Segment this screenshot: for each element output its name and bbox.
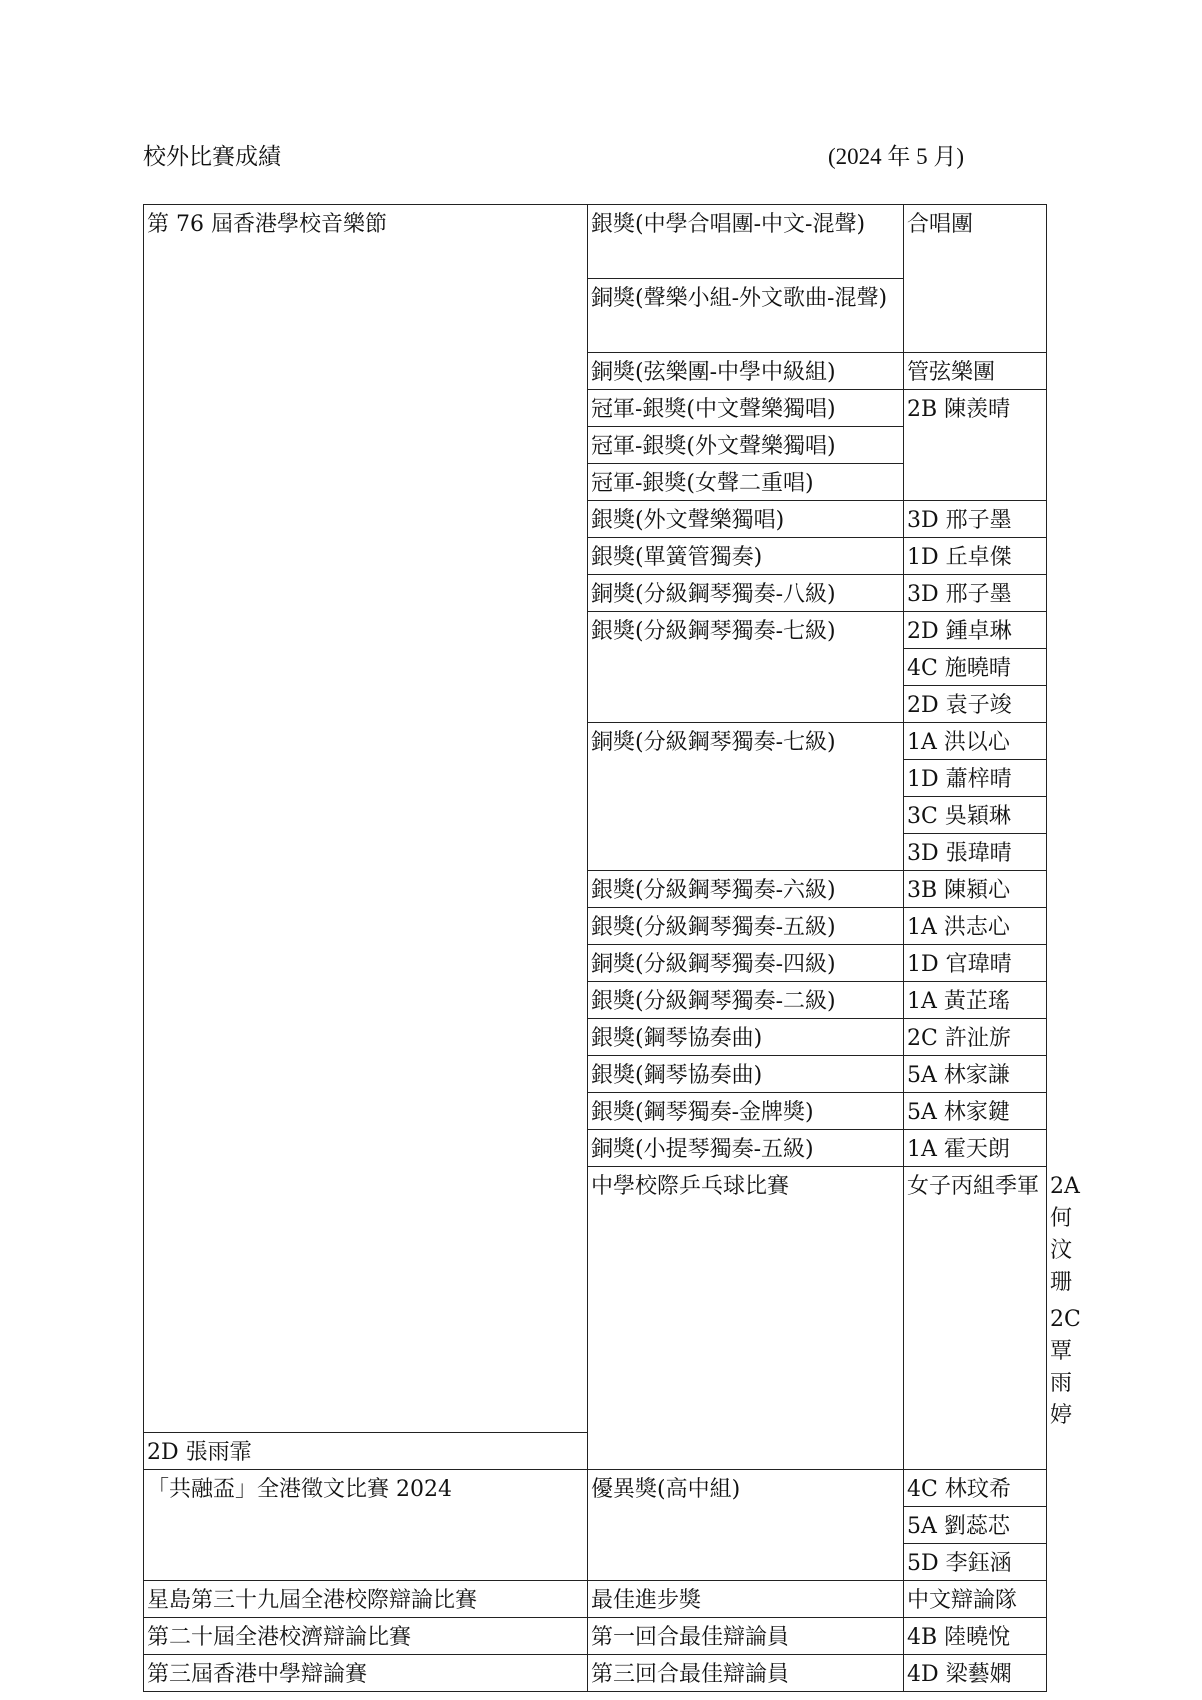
table-row <box>144 1655 1047 1692</box>
award-cell: 冠軍-銀獎(外文聲樂獨唱) <box>588 427 904 464</box>
award-cell: 銀獎(分級鋼琴獨奏-六級) <box>588 871 904 908</box>
winner-cell: 中文辯論隊 <box>904 1581 1047 1618</box>
table-row <box>144 1581 1047 1618</box>
winner-cell: 2B 陳羡晴 <box>904 390 1047 501</box>
winner-cell: 2D 張雨霏 <box>144 1433 588 1470</box>
award-cell: 第三回合最佳辯論員 <box>588 1655 904 1692</box>
winner-cell: 1A 黃芷瑤 <box>904 982 1047 1019</box>
winner-cell: 5D 李鈺涵 <box>904 1544 1047 1581</box>
competition-name: 第二十屆全港校濟辯論比賽 <box>144 1618 588 1655</box>
winner-cell: 1A 洪以心 <box>904 723 1047 760</box>
winner-cell: 2D 袁子竣 <box>904 686 1047 723</box>
winner-cell: 5A 林家謙 <box>904 1056 1047 1093</box>
competition-name: 中學校際乒乓球比賽 <box>588 1167 904 1470</box>
table-row: 2C 覃雨婷 <box>1050 1307 1081 1428</box>
winner-cell: 1A 洪志心 <box>904 908 1047 945</box>
award-cell: 銀獎(中學合唱團-中文-混聲) <box>588 205 904 279</box>
table-row <box>144 205 1047 279</box>
award-cell: 銅獎(聲樂小組-外文歌曲-混聲) <box>588 279 904 353</box>
competition-name: 第 76 屆香港學校音樂節 <box>144 205 588 1433</box>
table-row: 中學校際乒乓球比賽 女子丙組季軍 2A 何汶珊 <box>144 1167 1047 1300</box>
award-cell: 銀獎(鋼琴協奏曲) <box>588 1056 904 1093</box>
award-cell: 銀獎(分級鋼琴獨奏-五級) <box>588 908 904 945</box>
winner-cell: 4C 施曉晴 <box>904 649 1047 686</box>
winner-cell: 3D 邢子墨 <box>904 575 1047 612</box>
award-cell: 銀獎(外文聲樂獨唱) <box>588 501 904 538</box>
winner-cell: 4D 梁藝嫻 <box>904 1655 1047 1692</box>
winner-cell: 3C 吳穎琳 <box>904 797 1047 834</box>
award-cell: 第一回合最佳辯論員 <box>588 1618 904 1655</box>
award-cell: 銅獎(分級鋼琴獨奏-四級) <box>588 945 904 982</box>
award-cell: 銅獎(小提琴獨奏-五級) <box>588 1130 904 1167</box>
winner-cell: 1D 蕭梓晴 <box>904 760 1047 797</box>
award-cell: 銀獎(鋼琴協奏曲) <box>588 1019 904 1056</box>
award-cell: 冠軍-銀獎(中文聲樂獨唱) <box>588 390 904 427</box>
winner-cell: 4C 林玟希 <box>904 1470 1047 1507</box>
winner-cell: 3B 陳潁心 <box>904 871 1047 908</box>
page-title: 校外比賽成績 <box>143 144 281 170</box>
award-cell: 銀獎(分級鋼琴獨奏-七級) <box>588 612 904 723</box>
winner-cell: 1A 霍天朗 <box>904 1130 1047 1167</box>
award-cell: 優異獎(高中組) <box>588 1470 904 1581</box>
winner-cell: 合唱團 <box>904 205 1047 353</box>
results-table <box>143 204 1081 1692</box>
award-cell: 銀獎(鋼琴獨奏-金牌獎) <box>588 1093 904 1130</box>
award-cell: 冠軍-銀獎(女聲二重唱) <box>588 464 904 501</box>
winner-cell: 3D 邢子墨 <box>904 501 1047 538</box>
award-cell: 最佳進步獎 <box>588 1581 904 1618</box>
award-cell: 銅獎(分級鋼琴獨奏-八級) <box>588 575 904 612</box>
winner-cell: 1D 丘卓傑 <box>904 538 1047 575</box>
award-cell: 銀獎(分級鋼琴獨奏-二級) <box>588 982 904 1019</box>
winner-cell: 5A 林家鍵 <box>904 1093 1047 1130</box>
winner-cell: 2C 許沚旂 <box>904 1019 1047 1056</box>
award-cell: 銀獎(單簧管獨奏) <box>588 538 904 575</box>
winner-cell: 5A 劉蕊芯 <box>904 1507 1047 1544</box>
award-cell: 銅獎(分級鋼琴獨奏-七級) <box>588 723 904 871</box>
report-date: (2024 年 5 月) <box>828 144 965 169</box>
award-cell: 銅獎(弦樂團-中學中級組) <box>588 353 904 390</box>
winner-cell: 1D 官瑋晴 <box>904 945 1047 982</box>
competition-name: 第三屆香港中學辯論賽 <box>144 1655 588 1692</box>
competition-name: 「共融盃」全港徵文比賽 2024 <box>144 1470 588 1581</box>
winner-cell: 4B 陸曉悅 <box>904 1618 1047 1655</box>
award-cell: 女子丙組季軍 <box>904 1167 1047 1470</box>
table-row <box>144 1470 1047 1507</box>
winner-cell: 2D 鍾卓琳 <box>904 612 1047 649</box>
competition-name: 星島第三十九屆全港校際辯論比賽 <box>144 1581 588 1618</box>
table-row <box>144 1618 1047 1655</box>
winner-cell: 3D 張瑋晴 <box>904 834 1047 871</box>
winner-cell: 管弦樂團 <box>904 353 1047 390</box>
